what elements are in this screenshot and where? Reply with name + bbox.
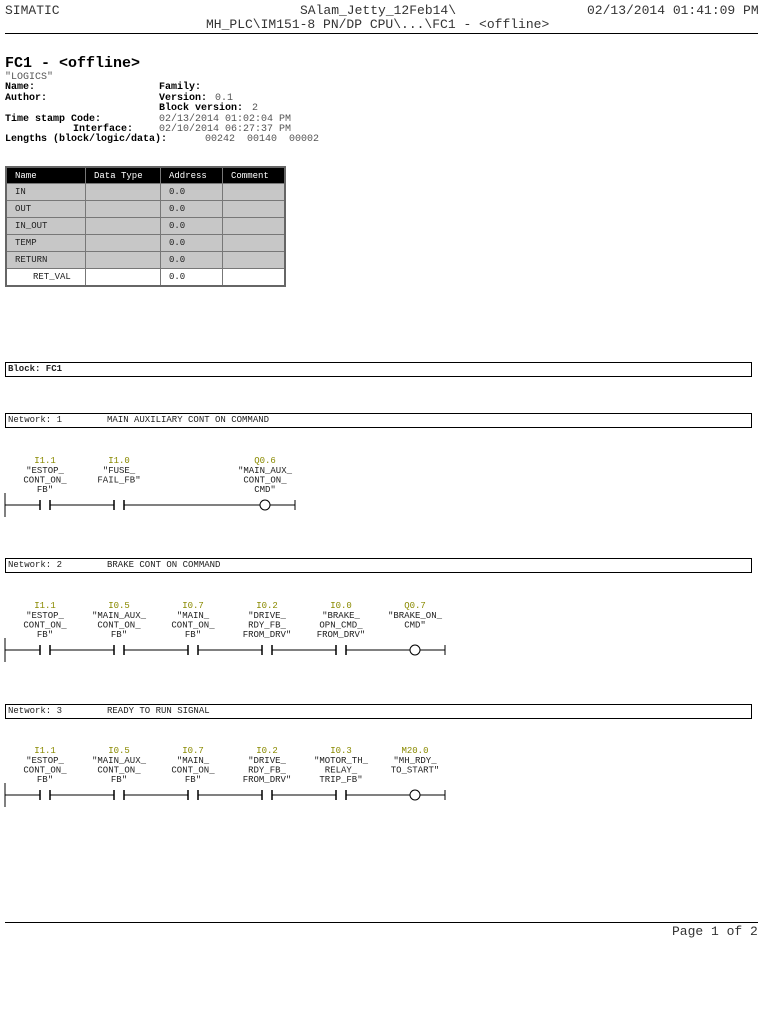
row-comment — [223, 252, 286, 269]
table-row — [6, 269, 285, 287]
contact-address: I0.7 — [182, 601, 204, 611]
row-name: IN — [6, 184, 86, 201]
contact-symbol: RELAY_ — [324, 765, 358, 776]
network-3-box — [5, 704, 752, 719]
contact-address: I1.1 — [34, 456, 56, 466]
contact-symbol: CONT_ON_ — [23, 475, 67, 486]
contact-symbol: FB" — [36, 485, 54, 495]
contact-symbol: FROM_DRV" — [316, 630, 366, 640]
block-version-label: Block version: — [159, 103, 244, 114]
family-label: Family: — [159, 82, 202, 93]
contact-symbol: "DRIVE_ — [248, 611, 286, 621]
header-left: SIMATIC — [5, 3, 60, 18]
contact-address: I0.5 — [108, 746, 130, 756]
interface-label: Interface: — [73, 124, 134, 135]
contact-symbol: RDY_FB_ — [248, 765, 286, 776]
header-path: MH_PLC\IM151-8 PN/DP CPU\...\FC1 - <offline> — [206, 17, 550, 32]
contact-symbol: "MAIN_ — [176, 611, 210, 621]
header-project: SAlam_Jetty_12Feb14\ — [300, 3, 457, 18]
interface-table — [5, 166, 286, 287]
row-address: 0.0 — [161, 201, 223, 218]
row-type — [86, 252, 161, 269]
network-3-label: Network: 3 — [8, 706, 63, 716]
contact-symbol: CONT_ON_ — [97, 620, 141, 631]
contact-address: I0.3 — [330, 746, 352, 756]
col-name-header: Name — [6, 167, 86, 184]
coil-symbol: TO_START" — [390, 765, 440, 776]
version-label: Version: — [159, 93, 208, 104]
contact-symbol: FB" — [110, 775, 128, 785]
contact-address: I1.0 — [108, 456, 130, 466]
table-row — [6, 218, 285, 235]
row-name: TEMP — [6, 235, 86, 252]
page-number: Page 1 of 2 — [672, 924, 758, 939]
contact-symbol: FB" — [36, 775, 54, 785]
coil-symbol: CMD" — [404, 620, 426, 631]
contact-symbol: "MOTOR_TH_ — [313, 756, 369, 766]
network-2-label: Network: 2 — [8, 560, 63, 570]
coil-address: M20.0 — [401, 746, 429, 756]
contact-symbol: CONT_ON_ — [23, 620, 67, 631]
row-address: 0.0 — [161, 269, 223, 287]
row-name: RET_VAL — [6, 269, 86, 287]
network-3-title: READY TO RUN SIGNAL — [107, 706, 210, 716]
coil-address: Q0.7 — [404, 601, 426, 611]
contact-symbol: "ESTOP_ — [26, 611, 64, 621]
contact-symbol: "DRIVE_ — [248, 756, 286, 766]
page-title: FC1 - <offline> — [5, 55, 141, 72]
footer-divider — [5, 922, 758, 923]
lengths-label: Lengths (block/logic/data): — [5, 134, 168, 145]
contact-symbol: "ESTOP_ — [26, 756, 64, 766]
row-address: 0.0 — [161, 252, 223, 269]
version-value: 0.1 — [215, 93, 234, 104]
contact-symbol: FROM_DRV" — [242, 775, 292, 785]
contact-symbol: OPN_CMD_ — [319, 620, 363, 631]
row-type — [86, 184, 161, 201]
coil-symbol: "BRAKE_ON_ — [387, 611, 443, 621]
table-header-row — [6, 167, 285, 184]
table-row — [6, 184, 285, 201]
col-type-header: Data Type — [86, 167, 161, 184]
network-2-title: BRAKE CONT ON COMMAND — [107, 560, 221, 570]
network-1-label: Network: 1 — [8, 415, 63, 425]
contact-symbol: "BRAKE_ — [322, 611, 360, 621]
block-box-label: Block: FC1 — [8, 364, 63, 374]
contact-symbol: "FUSE_ — [102, 466, 136, 476]
contact-address: I0.0 — [330, 601, 352, 611]
contact-symbol: FROM_DRV" — [242, 630, 292, 640]
row-type — [86, 235, 161, 252]
timestamp-label: Time stamp Code: — [5, 114, 102, 125]
row-name: IN_OUT — [6, 218, 86, 235]
contact-symbol: FB" — [36, 630, 54, 640]
coil-symbol: CMD" — [254, 485, 276, 495]
coil-symbol: "MAIN_AUX_ — [237, 466, 293, 476]
coil-icon — [410, 645, 420, 655]
contact-symbol: CONT_ON_ — [23, 765, 67, 776]
network-1-title: MAIN AUXILIARY CONT ON COMMAND — [107, 415, 270, 425]
contact-symbol: FB" — [184, 630, 202, 640]
block-version-value: 2 — [252, 103, 259, 114]
name-label: Name: — [5, 82, 36, 93]
row-comment — [223, 184, 286, 201]
contact-address: I0.2 — [256, 746, 278, 756]
contact-symbol: CONT_ON_ — [171, 620, 215, 631]
contact-address: I0.7 — [182, 746, 204, 756]
contact-address: I0.2 — [256, 601, 278, 611]
row-comment — [223, 235, 286, 252]
contact-symbol: FB" — [184, 775, 202, 785]
contact-address: I0.5 — [108, 601, 130, 611]
contact-symbol: "ESTOP_ — [26, 466, 64, 476]
row-address: 0.0 — [161, 184, 223, 201]
coil-symbol: CONT_ON_ — [243, 475, 287, 486]
contact-symbol: CONT_ON_ — [171, 765, 215, 776]
author-label: Author: — [5, 93, 48, 104]
col-address-header: Address — [161, 167, 223, 184]
contact-symbol: RDY_FB_ — [248, 620, 286, 631]
block-subtitle: "LOGICS" — [5, 72, 54, 83]
row-address: 0.0 — [161, 235, 223, 252]
coil-symbol: "MH_RDY_ — [393, 756, 437, 766]
table-row — [6, 201, 285, 218]
row-comment — [223, 218, 286, 235]
ladder-network-2 — [0, 595, 768, 670]
coil-address: Q0.6 — [254, 456, 276, 466]
row-name: RETURN — [6, 252, 86, 269]
timestamp-value: 02/13/2014 01:02:04 PM — [159, 114, 292, 125]
col-comment-header: Comment — [223, 167, 286, 184]
coil-icon — [260, 500, 270, 510]
contact-address: I1.1 — [34, 746, 56, 756]
contact-address: I1.1 — [34, 601, 56, 611]
contact-symbol: FB" — [110, 630, 128, 640]
contact-symbol: CONT_ON_ — [97, 765, 141, 776]
row-comment — [223, 201, 286, 218]
network-2-box — [5, 558, 752, 573]
ladder-network-1 — [0, 450, 768, 525]
contact-symbol: TRIP_FB" — [319, 775, 363, 785]
row-type — [86, 269, 161, 287]
contact-symbol: "MAIN_ — [176, 756, 210, 766]
table-row — [6, 252, 285, 269]
header-datetime: 02/13/2014 01:41:09 PM — [587, 3, 759, 18]
row-type — [86, 201, 161, 218]
ladder-network-3 — [0, 740, 768, 820]
contact-symbol: "MAIN_AUX_ — [91, 611, 147, 621]
contact-symbol: "MAIN_AUX_ — [91, 756, 147, 766]
coil-icon — [410, 790, 420, 800]
row-address: 0.0 — [161, 218, 223, 235]
block-box — [5, 362, 752, 377]
row-type — [86, 218, 161, 235]
contact-symbol: FAIL_FB" — [97, 475, 141, 486]
interface-value: 02/10/2014 06:27:37 PM — [159, 124, 292, 135]
header-divider — [5, 33, 758, 34]
table-row — [6, 235, 285, 252]
network-1-box — [5, 413, 752, 428]
row-name: OUT — [6, 201, 86, 218]
lengths-value: 00242 00140 00002 — [205, 134, 320, 145]
row-comment — [223, 269, 286, 287]
